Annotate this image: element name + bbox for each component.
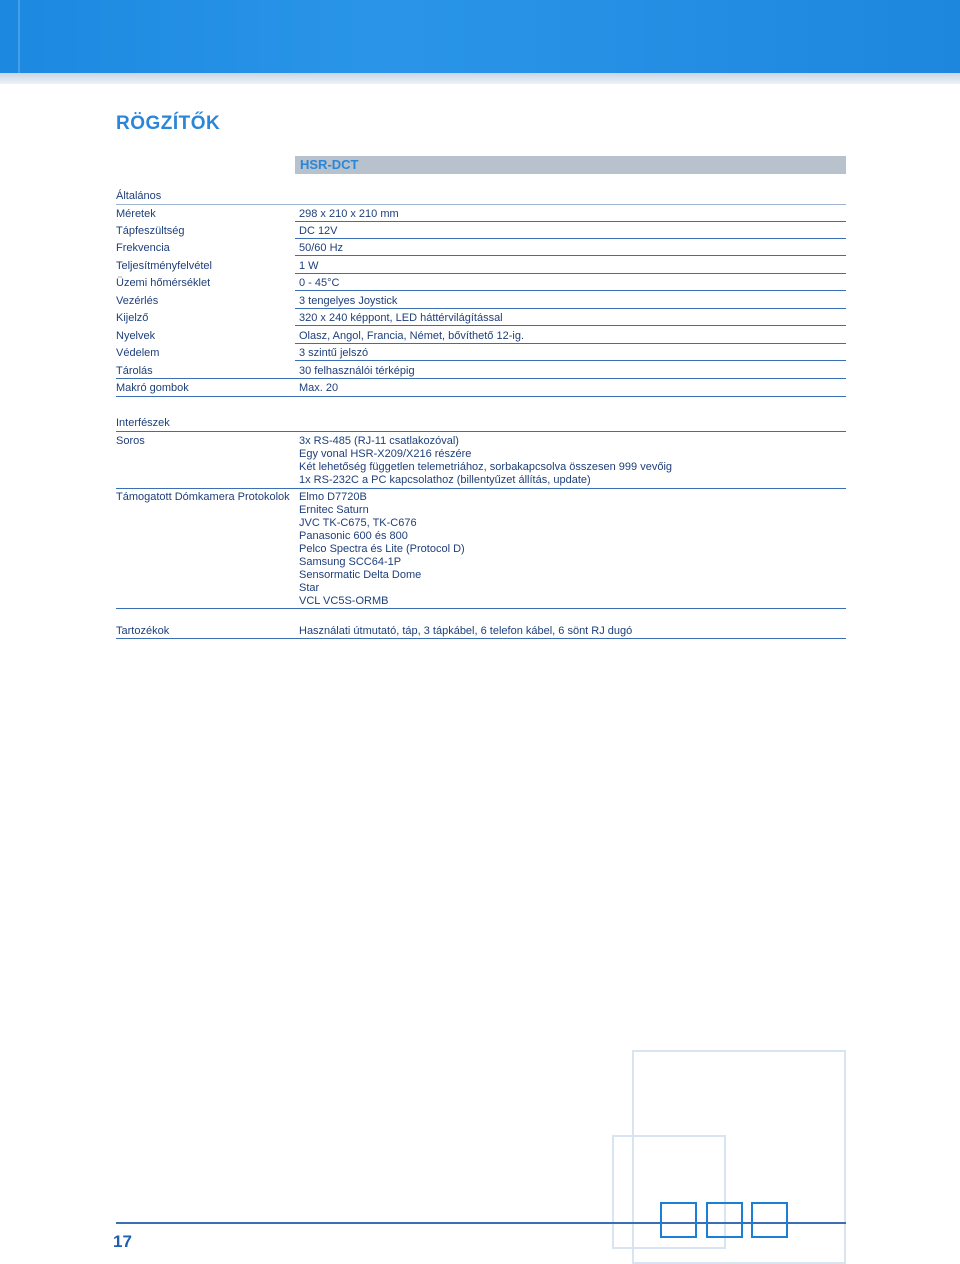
spec-value-list bbox=[299, 435, 672, 487]
spec-line: Egy vonal HSR-X209/X216 részére bbox=[299, 448, 472, 460]
divider bbox=[116, 378, 846, 379]
spec-line: Panasonic 600 és 800 bbox=[299, 530, 408, 542]
divider bbox=[116, 638, 846, 639]
spec-label: Makró gombok bbox=[116, 382, 189, 394]
divider bbox=[295, 238, 846, 239]
spec-label: Védelem bbox=[116, 347, 160, 359]
spec-line: 1x RS-232C a PC kapcsolathoz (billentyűzet állítás, update) bbox=[299, 474, 591, 486]
divider bbox=[295, 360, 846, 361]
banner-shadow bbox=[0, 73, 960, 84]
divider bbox=[295, 343, 846, 344]
divider bbox=[116, 488, 846, 489]
divider bbox=[116, 608, 846, 609]
page-number: 17 bbox=[113, 1232, 132, 1251]
decorative-square-blue bbox=[751, 1202, 788, 1238]
spec-line: Elmo D7720B bbox=[299, 491, 367, 503]
spec-line: Két lehetőség független telemetriához, sorbakapcsolva összesen 999 vevőig bbox=[299, 461, 673, 473]
spec-value-list bbox=[299, 491, 465, 608]
spec-value: Használati útmutató, táp, 3 tápkábel, 6 telefon kábel, 6 sönt RJ dugó bbox=[299, 625, 633, 637]
spec-value: 30 felhasználói térképig bbox=[299, 365, 415, 377]
spec-label: Nyelvek bbox=[116, 330, 156, 342]
spec-line: JVC TK-C675, TK-C676 bbox=[299, 517, 417, 529]
general-heading: Általános bbox=[116, 190, 162, 202]
top-banner bbox=[0, 0, 960, 84]
divider bbox=[295, 325, 846, 326]
spec-label: Teljesítményfelvétel bbox=[116, 260, 212, 272]
spec-label: Üzemi hőmérséklet bbox=[116, 277, 211, 289]
spec-value: Olasz, Angol, Francia, Német, bővíthető 12-ig. bbox=[299, 330, 525, 342]
divider bbox=[295, 308, 846, 309]
divider bbox=[116, 431, 846, 432]
spec-value: 1 W bbox=[299, 260, 319, 272]
divider bbox=[295, 221, 846, 222]
spec-label: Támogatott Dómkamera Protokolok bbox=[116, 491, 290, 503]
decorative-square-blue bbox=[660, 1202, 697, 1238]
spec-label: Soros bbox=[116, 435, 145, 447]
spec-value: 320 x 240 képpont, LED háttérvilágítással bbox=[299, 312, 503, 324]
spec-value: 3 szintű jelszó bbox=[299, 347, 369, 359]
model-column-header bbox=[295, 156, 846, 174]
spec-label: Tartozékok bbox=[116, 625, 170, 637]
spec-label: Tárolás bbox=[116, 365, 153, 377]
spec-line: Star bbox=[299, 582, 320, 594]
spec-label: Frekvencia bbox=[116, 242, 170, 254]
spec-label: Méretek bbox=[116, 208, 156, 220]
interfaces-heading: Interfészek bbox=[116, 417, 170, 429]
spec-value: 0 - 45°C bbox=[299, 277, 340, 289]
spec-line: Samsung SCC64-1P bbox=[299, 556, 402, 568]
divider bbox=[295, 273, 846, 274]
spec-line: Pelco Spectra és Lite (Protocol D) bbox=[299, 543, 465, 555]
spec-value: Max. 20 bbox=[299, 382, 339, 394]
spec-line: Sensormatic Delta Dome bbox=[299, 569, 422, 581]
spec-value: 298 x 210 x 210 mm bbox=[299, 208, 399, 220]
divider bbox=[295, 290, 846, 291]
spec-label: Kijelző bbox=[116, 312, 149, 324]
decorative-square-blue bbox=[706, 1202, 743, 1238]
spec-value: 3 tengelyes Joystick bbox=[299, 295, 398, 307]
spec-label: Tápfeszültség bbox=[116, 225, 185, 237]
spec-value: 50/60 Hz bbox=[299, 242, 344, 254]
spec-line: Ernitec Saturn bbox=[299, 504, 369, 516]
page-title: RÖGZÍTŐK bbox=[116, 113, 221, 134]
spec-value: DC 12V bbox=[299, 225, 338, 237]
spec-line: 3x RS-485 (RJ-11 csatlakozóval) bbox=[299, 435, 459, 447]
model-name: HSR-DCT bbox=[300, 157, 359, 172]
banner-band bbox=[0, 0, 960, 73]
divider bbox=[116, 396, 846, 397]
divider bbox=[295, 255, 846, 256]
spec-line: VCL VC5S-ORMB bbox=[299, 595, 389, 607]
spec-label: Vezérlés bbox=[116, 295, 159, 307]
divider bbox=[116, 204, 846, 205]
